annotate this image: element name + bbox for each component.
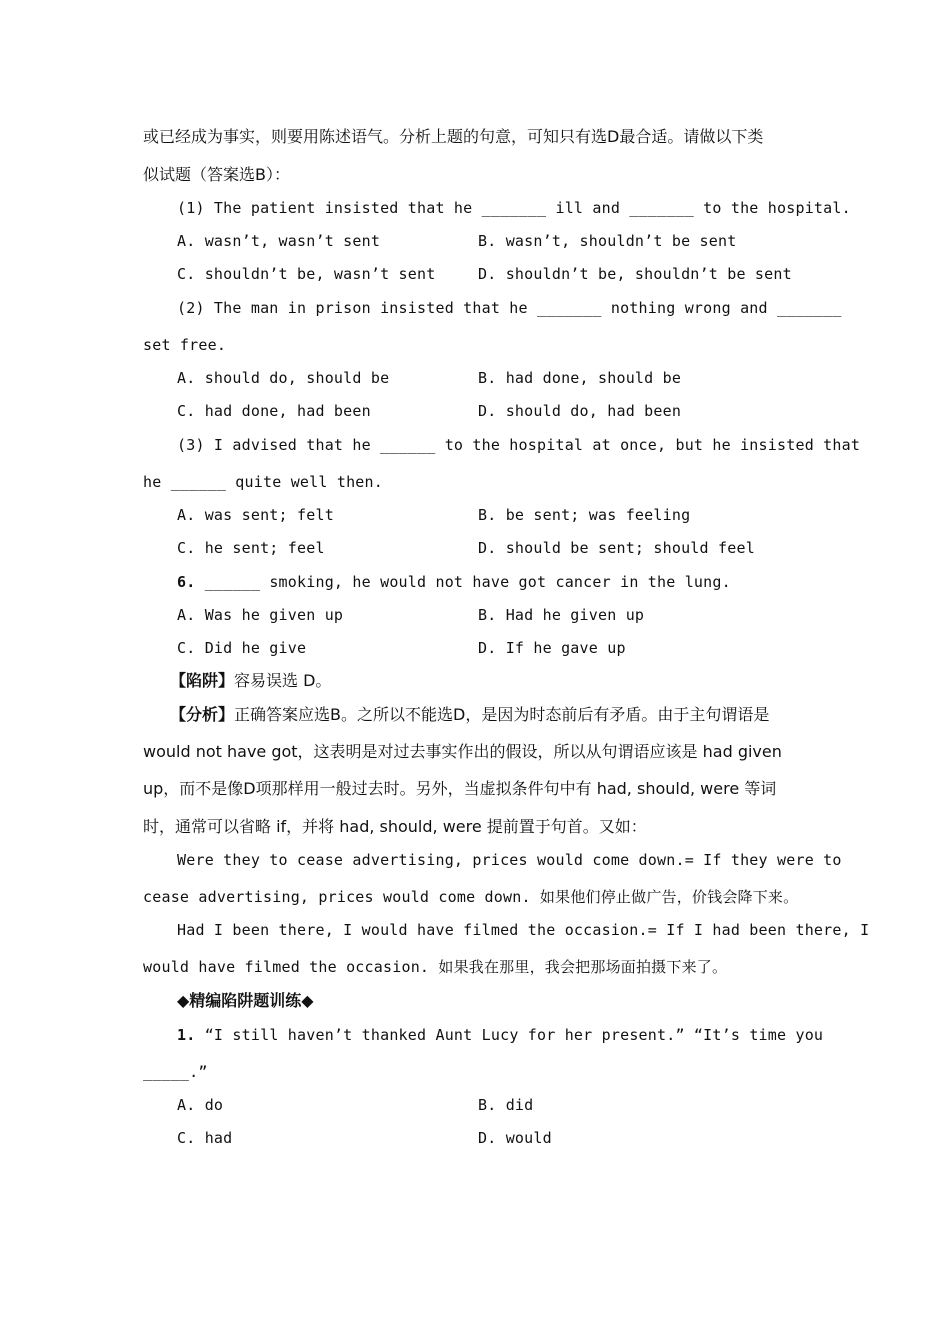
example-2-line-1: Had I been there, I would have filmed the occasion.= If I had been there, I (177, 921, 870, 939)
example-1-line-1: Were they to cease advertising, prices would come down.= If they were to (177, 851, 842, 869)
trap-label: 【陷阱】 (170, 671, 235, 690)
q1-option-b: B. wasn’t, shouldn’t be sent (478, 232, 737, 250)
t1-option-c: C. had (177, 1129, 233, 1147)
q2-option-a: A. should do, should be (177, 369, 390, 387)
t1-option-b: B. did (478, 1096, 534, 1114)
q6-option-c: C. Did he give (177, 639, 307, 657)
q3-option-d: D. should be sent; should feel (478, 539, 755, 557)
intro-line-1: 或已经成为事实，则要用陈述语气。分析上题的句意，可知只有选D最合适。请做以下类 (143, 127, 764, 146)
q1-option-c: C. shouldn’t be, wasn’t sent (177, 265, 436, 283)
analysis-line-2: would not have got，这表明是对过去事实作出的假设，所以从句谓语应该是 had given (143, 742, 782, 761)
training-heading: ◆精编陷阱题训练◆ (177, 991, 314, 1010)
q6-option-b: B. Had he given up (478, 606, 645, 624)
q1-option-d: D. shouldn’t be, shouldn’t be sent (478, 265, 792, 283)
q6-stem (177, 572, 731, 592)
analysis-line-3: up，而不是像D项那样用一般过去时。另外，当虚拟条件句中有 had, should, were 等词 (143, 779, 777, 798)
intro-line-2: 似试题（答案选B）： (143, 165, 290, 184)
q1-stem: (1) The patient insisted that he _______ ill and _______ to the hospital. (177, 199, 851, 217)
q6-option-a: A. Was he given up (177, 606, 344, 624)
q3-stem-line-1: (3) I advised that he ______ to the hospital at once, but he insisted that (177, 436, 861, 454)
example-2-line-2: would have filmed the occasion. 如果我在那里，我会把那场面拍摄下来了。 (143, 958, 728, 976)
q3-stem-line-2: he ______ quite well then. (143, 473, 383, 491)
q2-stem-line-2: set free. (143, 336, 227, 354)
t1-number: 1. (177, 1026, 196, 1044)
q1-option-a: A. wasn’t, wasn’t sent (177, 232, 381, 250)
analysis-line-4: 时，通常可以省略 if，并将 had, should, were 提前置于句首。又如： (143, 817, 647, 836)
q3-option-c: C. he sent; feel (177, 539, 325, 557)
t1-stem (177, 1025, 823, 1045)
q2-option-b: B. had done, should be (478, 369, 682, 387)
q3-option-a: A. was sent; felt (177, 506, 334, 524)
q6-number: 6. (177, 573, 196, 591)
q2-stem-line-1: (2) The man in prison insisted that he _______ nothing wrong and _______ (177, 299, 842, 317)
q2-option-d: D. should do, had been (478, 402, 682, 420)
trap-note (170, 671, 331, 691)
t1-stem-line-2: _____.” (143, 1063, 208, 1081)
analysis-text-1: 正确答案应选B。之所以不能选D，是因为时态前后有矛盾。由于主句谓语是 (234, 705, 770, 724)
analysis-label: 【分析】 (170, 705, 235, 724)
t1-stem-text: “I still haven’t thanked Aunt Lucy for her present.” “It’s time you (195, 1026, 824, 1044)
q6-option-d: D. If he gave up (478, 639, 626, 657)
q2-option-c: C. had done, had been (177, 402, 371, 420)
trap-text: 容易误选 D。 (234, 671, 332, 690)
t1-option-d: D. would (478, 1129, 552, 1147)
q3-option-b: B. be sent; was feeling (478, 506, 691, 524)
analysis-line-1 (170, 705, 769, 725)
t1-option-a: A. do (177, 1096, 224, 1114)
q6-stem-text: ______ smoking, he would not have got cancer in the lung. (195, 573, 731, 591)
example-1-line-2: cease advertising, prices would come down. 如果他们停止做广告，价钱会降下来。 (143, 888, 799, 906)
